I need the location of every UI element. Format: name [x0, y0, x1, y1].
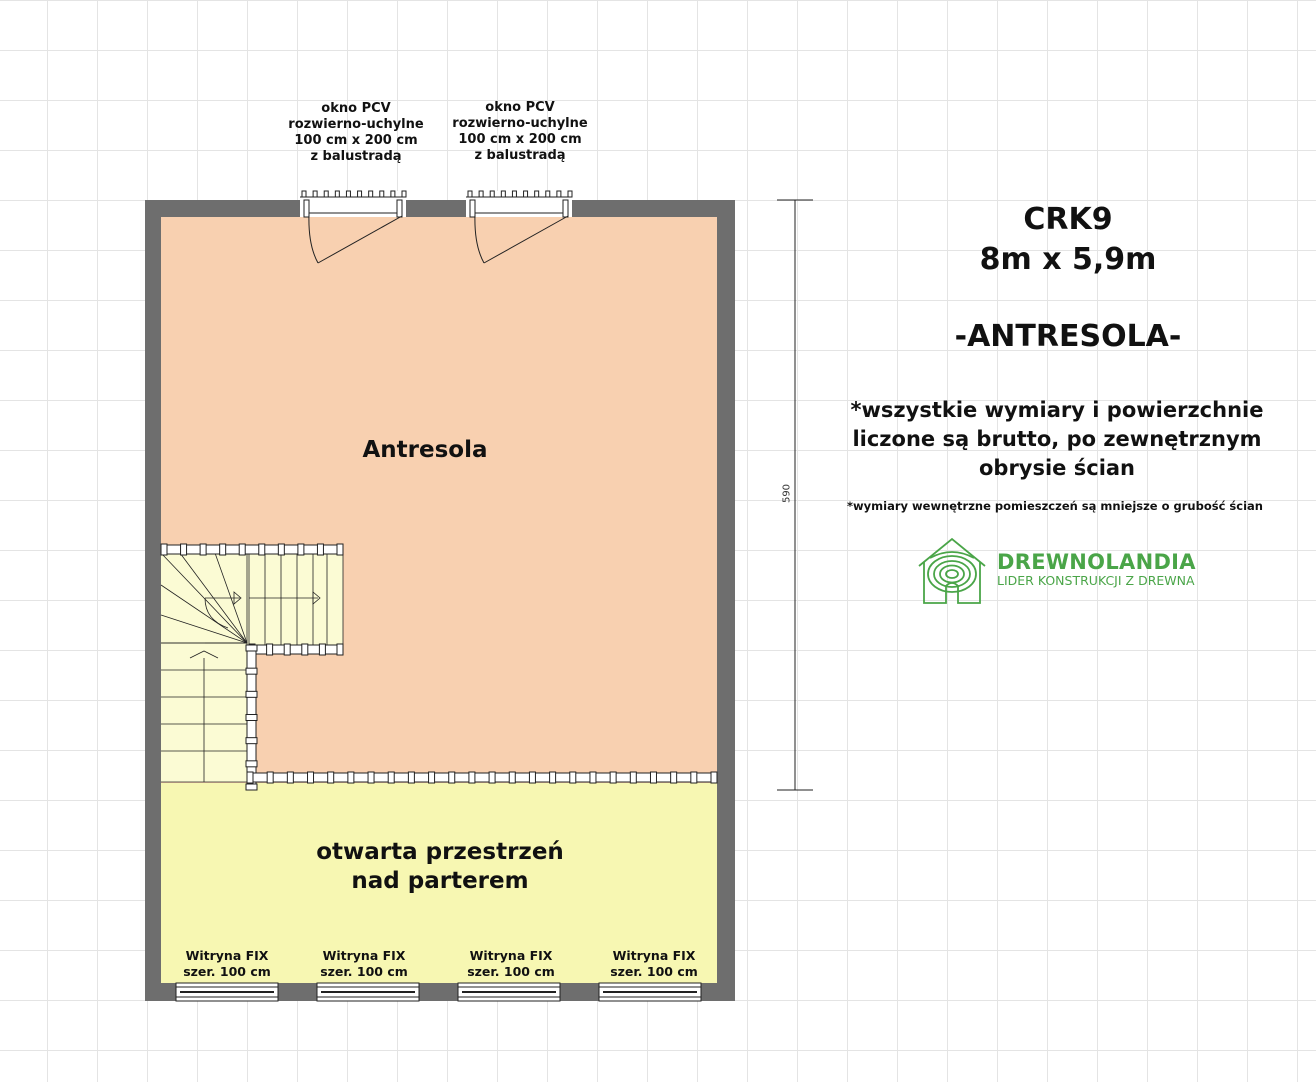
railing-post [328, 772, 334, 783]
bottom-window-label-4: Witryna FIX szer. 100 cm [610, 948, 698, 979]
balustrade-post [369, 191, 373, 197]
railing-post [287, 772, 293, 783]
railing-post [246, 761, 257, 767]
house-logo-icon [916, 536, 988, 606]
model-size: 8m x 5,9m [979, 242, 1157, 277]
bottom-window-label-3: Witryna FIX szer. 100 cm [467, 948, 555, 979]
railing-post [246, 738, 257, 744]
room-label-antresola: Antresola [362, 437, 488, 463]
balustrade-post [358, 191, 362, 197]
railing-post [302, 644, 308, 655]
balustrade-post [380, 191, 384, 197]
balustrade-post [324, 191, 328, 197]
railing-post [337, 644, 343, 655]
balustrade-post [479, 191, 483, 197]
railing-post [671, 772, 677, 783]
room-label-open-space: otwarta przestrzeń nad parterem [316, 839, 564, 894]
top-window-label-1: okno PCV rozwierno-uchylne 100 cm x 200 cm z balustradą [288, 101, 424, 164]
balustrade-post [468, 191, 472, 197]
window-leaf [484, 216, 568, 263]
bottom-windows-group [176, 983, 701, 1001]
railing-post [570, 772, 576, 783]
balustrade-post [346, 191, 350, 197]
railing-post [247, 772, 253, 783]
railing-post [691, 772, 697, 783]
window-jamb [470, 200, 475, 217]
railing-post [590, 772, 596, 783]
railing-group [161, 544, 717, 790]
railing-post [181, 544, 187, 555]
railing-post [317, 544, 323, 555]
railing-post [489, 772, 495, 783]
balustrade-post [535, 191, 539, 197]
balustrade-post [524, 191, 528, 197]
railing-post [550, 772, 556, 783]
railing-post [388, 772, 394, 783]
railing-post [319, 644, 325, 655]
balustrade-post [568, 191, 572, 197]
bottom-window-label-2: Witryna FIX szer. 100 cm [320, 948, 408, 979]
railing-post [308, 772, 314, 783]
railing-post [267, 644, 273, 655]
railing-post [220, 544, 226, 555]
railing-bar [249, 645, 343, 654]
railing-post [650, 772, 656, 783]
railing-post [469, 772, 475, 783]
balustrade-post [512, 191, 516, 197]
top-window-label-2: okno PCV rozwierno-uchylne 100 cm x 200 cm z balustradą [452, 100, 588, 163]
railing-post [161, 544, 167, 555]
logo-tagline: LIDER KONSTRUKCJI Z DREWNA [997, 573, 1195, 588]
railing-post [449, 772, 455, 783]
balustrade-post [391, 191, 395, 197]
railing-post [200, 544, 206, 555]
note-main: *wszystkie wymiary i powierzchnie liczone są brutto, po zewnętrznym obrysie ścian [850, 398, 1264, 480]
balustrade-post [501, 191, 505, 197]
railing-bar [247, 773, 717, 782]
window-swing-arc [475, 214, 484, 263]
railing-post [337, 544, 343, 555]
railing-post [278, 544, 284, 555]
railing-post [246, 715, 257, 721]
balustrade-post [335, 191, 339, 197]
window-leaf [318, 216, 402, 263]
railing-post [246, 645, 257, 651]
railing-post [246, 784, 257, 790]
window-jamb [563, 200, 568, 217]
railing-bar [161, 545, 343, 554]
railing-post [509, 772, 515, 783]
logo-name: DREWNOLANDIA [997, 550, 1196, 574]
window-jamb [397, 200, 402, 217]
railing-post [239, 544, 245, 555]
railing-post [711, 772, 717, 783]
top-windows-group [300, 191, 572, 263]
stair-arrow-head [190, 651, 218, 658]
railing-post [630, 772, 636, 783]
model-title: CRK9 [1023, 202, 1113, 237]
railing-post [259, 544, 265, 555]
railing-post [348, 772, 354, 783]
note-small: *wymiary wewnętrzne pomieszczeń są mniejsze o grubość ścian [847, 499, 1263, 513]
railing-post [429, 772, 435, 783]
balustrade-post [546, 191, 550, 197]
balustrade-post [313, 191, 317, 197]
window-swing-arc [309, 214, 318, 263]
bottom-window-label-1: Witryna FIX szer. 100 cm [183, 948, 271, 979]
railing-post [610, 772, 616, 783]
railing-post [267, 772, 273, 783]
railing-post [368, 772, 374, 783]
balustrade-post [402, 191, 406, 197]
dimension-label: 590 [781, 483, 793, 504]
railing-post [284, 644, 290, 655]
balustrade-post [490, 191, 494, 197]
balustrade-post [557, 191, 561, 197]
railing-post [246, 668, 257, 674]
balustrade-post [302, 191, 306, 197]
railing-post [298, 544, 304, 555]
railing-post [408, 772, 414, 783]
railing-post [529, 772, 535, 783]
window-jamb [304, 200, 309, 217]
level-title: -ANTRESOLA- [954, 319, 1182, 354]
railing-post [246, 691, 257, 697]
